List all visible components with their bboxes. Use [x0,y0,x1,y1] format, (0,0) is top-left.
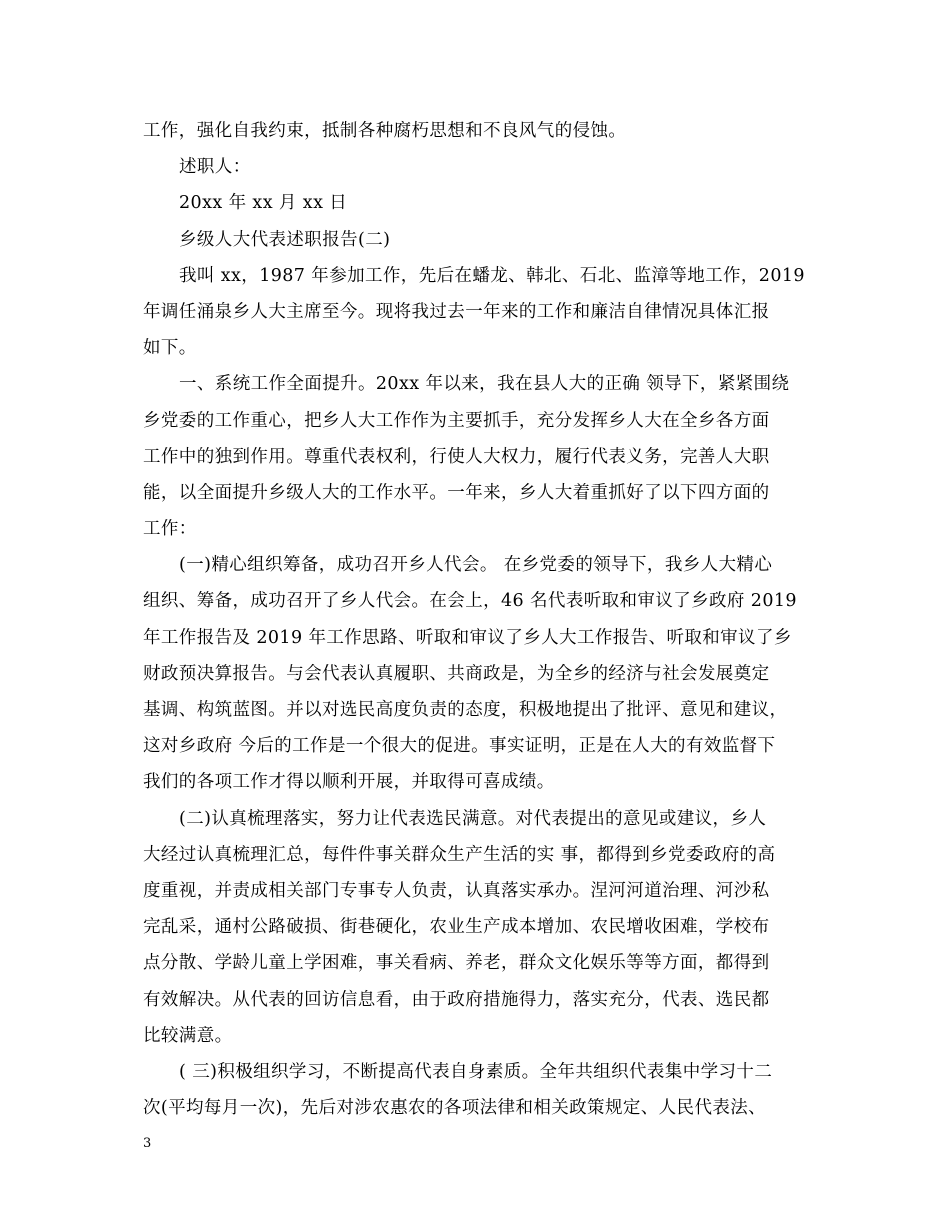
body-line: 如下。 [143,338,197,359]
body-line: 一、系统工作全面提升。20xx 年以来，我在县人大的正确 领导下，紧紧围绕 [179,374,790,395]
section-title: 乡级人大代表述职报告(二) [179,229,391,250]
body-line: 能，以全面提升乡级人大的工作水平。一年来，乡人大着重抓好了以下四方面的 [143,482,770,503]
signature-date: 20xx 年 xx 月 xx 日 [179,193,348,214]
body-line: 组织、筹备，成功召开了乡人代会。在会上，46 名代表听取和审议了乡政府 2019 [143,591,797,612]
body-line: 工作： [143,519,197,540]
body-line: 工作，强化自我约束，抵制各种腐朽思想和不良风气的侵蚀。 [143,121,627,141]
body-line: 工作中的独到作用。尊重代表权利，行使人大权力，履行代表义务，完善人大职 [143,446,770,467]
body-line: 基调、构筑蓝图。并以对选民高度负责的态度，积极地提出了批评、意见和建议， [143,700,788,720]
body-line: 我叫 xx，1987 年参加工作，先后在蟠龙、韩北、石北、监漳等地工作，2019 [179,265,805,286]
body-line: 点分散、学龄儿童上学困难，事关看病、养老，群众文化娱乐等等方面，都得到 [143,953,770,974]
body-line: 我们的各项工作才得以顺利开展，并取得可喜成绩。 [143,772,555,793]
body-line: (一)精心组织筹备，成功召开乡人代会。 在乡党委的领导下，我乡人大精心 [179,555,773,576]
page-number: 3 [143,1136,152,1151]
document-body [143,113,815,1126]
body-line: 次(平均每月一次)，先后对涉农惠农的各项法律和相关政策规定、人民代表法、 [143,1098,767,1119]
body-line: 完乱采，通村公路破损、街巷硬化，农业生产成本增加、农民增收困难，学校布 [143,917,770,938]
body-line: 有效解决。从代表的回访信息看，由于政府措施得力，落实充分，代表、选民都 [143,989,770,1010]
body-line: 大经过认真梳理汇总，每件件事关群众生产生活的实 事，都得到乡党委政府的高 [143,844,776,865]
body-line: 度重视，并责成相关部门专事专人负责，认真落实承办。涅河河道治理、河沙私 [143,880,770,901]
body-line: 年工作报告及 2019 年工作思路、听取和审议了乡人大工作报告、听取和审议了乡 [143,627,792,648]
body-line: 这对乡政府 今后的工作是一个很大的促进。事实证明，正是在人大的有效监督下 [143,736,776,757]
body-line: 年调任涌泉乡人大主席至今。现将我过去一年来的工作和廉洁自律情况具体汇报 [143,301,770,322]
body-line: (二)认真梳理落实，努力让代表选民满意。对代表提出的意见或建议，乡人 [179,808,767,829]
body-line: 比较满意。 [143,1025,233,1046]
body-line: 财政预决算报告。与会代表认真履职、共商政是，为全乡的经济与社会发展奠定 [143,663,770,684]
body-line: 乡党委的工作重心，把乡人大工作作为主要抓手，充分发挥乡人大在全乡各方面 [143,410,770,431]
body-line: ( 三)积极组织学习，不断提高代表自身素质。全年共组织代表集中学习十二 [179,1061,773,1082]
signature-label: 述职人： [179,157,251,178]
